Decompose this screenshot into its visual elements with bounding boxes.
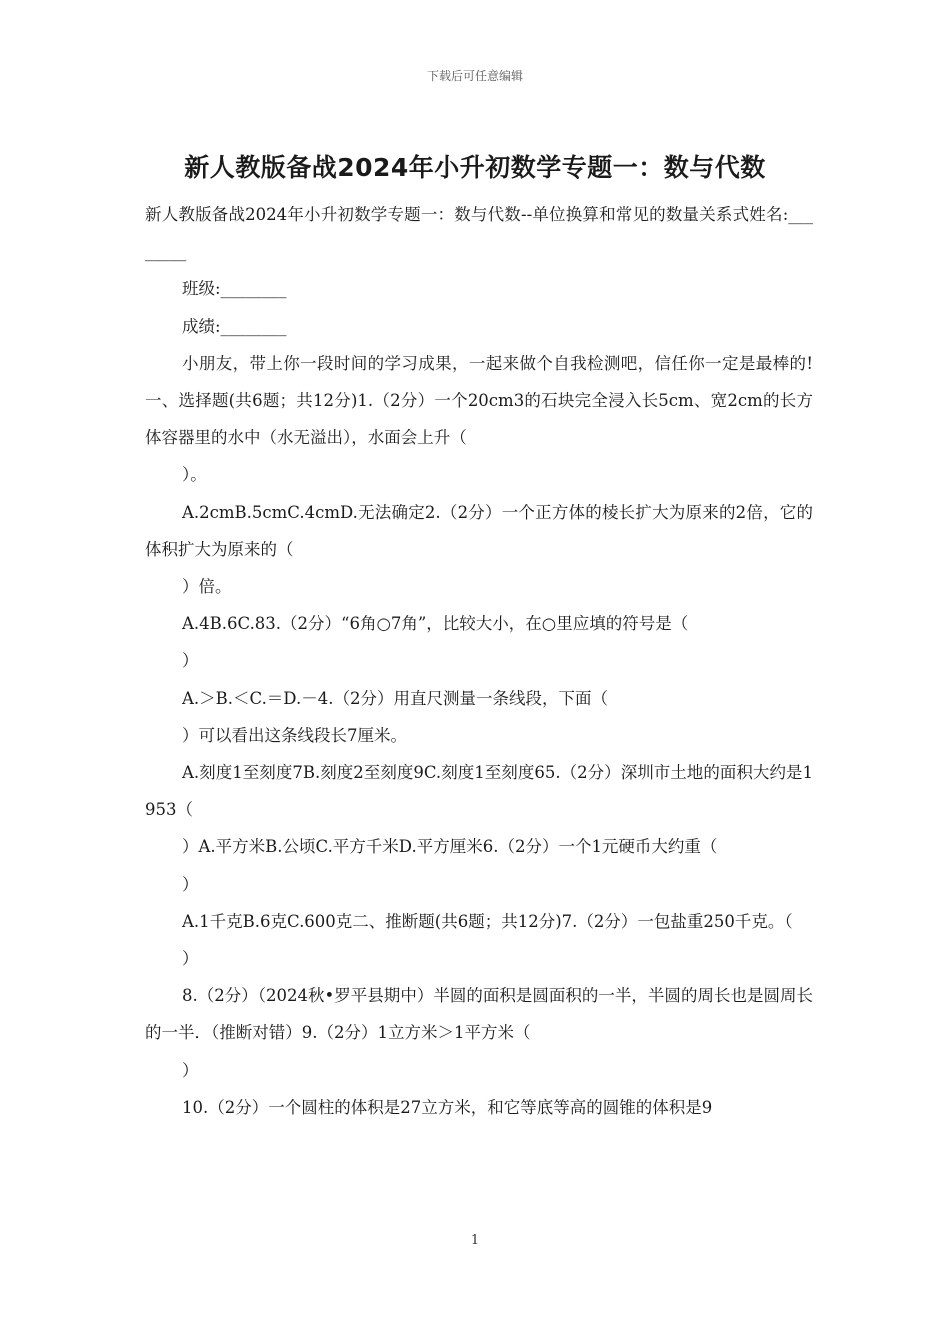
document-title: 新人教版备战2024年小升初数学专题一：数与代数 — [184, 153, 766, 182]
paragraph: 成绩:________ — [182, 316, 287, 336]
paragraph: ） — [182, 1060, 199, 1080]
header-note: 下载后可任意编辑 — [426, 69, 523, 83]
paragraph: 班级:________ — [182, 279, 287, 299]
paragraph: A.＞B.＜C.＝D.－4.（2分）用直尺测量一条线段，下面（ — [182, 688, 608, 708]
paragraph: ） — [182, 874, 199, 894]
document-body — [145, 196, 813, 1126]
paragraph: A.4B.6C.83.（2分）“6角○7角”，比较大小，在○里应填的符号是（ — [182, 614, 689, 634]
paragraph: A.2cmB.5cmC.4cmD.无法确定2.（2分）一个正方体的棱长扩大为原来的2倍，它的体积扩大为原来的（ — [145, 502, 813, 559]
paragraph: 小朋友，带上你一段时间的学习成果，一起来做个自我检测吧，信任你一定是最棒的!一、选择题(共6题；共12分)1.（2分）一个20cm3的石块完全浸入长5cm、宽2cm的长方体容器里的水中（水无溢出），水面会上升（ — [145, 353, 813, 448]
paragraph: A.刻度1至刻度7B.刻度2至刻度9C.刻度1至刻度65.（2分）深圳市土地的面积大约是1953（ — [145, 763, 813, 820]
paragraph: ）倍。 — [182, 577, 232, 597]
paragraph: ）。 — [182, 465, 207, 485]
paragraph: 8.（2分）（2024秋•罗平县期中）半圆的面积是圆面积的一半，半圆的周长也是圆周长的一半．（推断对错）9.（2分）1立方米＞1平方米（ — [145, 986, 813, 1043]
page-number: 1 — [470, 1233, 480, 1248]
paragraph: 新人教版备战2024年小升初数学专题一：数与代数--单位换算和常见的数量关系式姓名:________ — [145, 205, 813, 262]
paragraph: ） — [182, 949, 199, 969]
paragraph: ）可以看出这条线段长7厘米。 — [182, 725, 407, 745]
paragraph: ）A.平方米B.公顷C.平方千米D.平方厘米6.（2分）一个1元硬币大约重（ — [182, 837, 718, 857]
paragraph: 10.（2分）一个圆柱的体积是27立方米，和它等底等高的圆锥的体积是9 — [182, 1097, 713, 1117]
paragraph: ） — [182, 651, 199, 671]
paragraph: A.1千克B.6克C.600克二、推断题(共6题；共12分)7.（2分）一包盐重250千克。（ — [182, 911, 793, 931]
